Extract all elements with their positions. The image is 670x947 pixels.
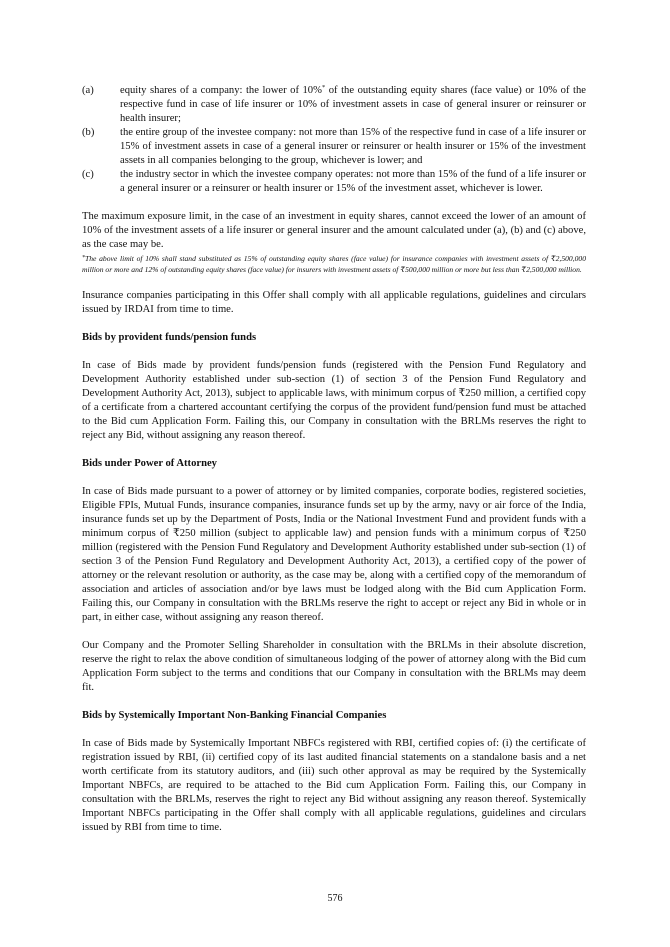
list-item-b [82,126,586,168]
section-heading-provident-funds: Bids by provident funds/pension funds [82,332,257,343]
nbfc-paragraph: In case of Bids made by Systemically Important NBFCs registered with RBI, certified copies of: (i) the certificate of registration issued by RBI, (ii) certified copy of its last audited financial statements on a standalone basis and a net worth certificate from its statutory auditors, and (iii) such other approval as may be required by the Systemically Important NBFCs, are required to be attached to the Bid cum Application Form. Failing this, our Company in consultation with the BRLMs, reserves the right to reject any Bid without assigning any reason thereof. Systemically Important NBFCs participating in the Offer shall comply with all applicable regulations, guidelines and circulars issued by RBI from time to time. [82,738,586,833]
insurance-paragraph: Insurance companies participating in this Offer shall comply with all applicable regulations, guidelines and circulars issued by IRDAI from time to time. [82,290,586,315]
list-text-part: equity shares of a company: the lower of 10% [120,85,322,96]
list-label: (c) [82,169,94,180]
footnote-reference: * [321,84,326,91]
list-item-c [82,168,586,196]
section-heading-nbfc: Bids by Systemically Important Non-Banking Financial Companies [82,710,387,721]
list-text [120,84,586,126]
list-text: the entire group of the investee company: not more than 15% of the respective fund in case of a life insurer or 15% of investment assets in case of a general insurer or reinsurer or health insurer or 15% of the investment assets in all companies belonging to the group, whichever is lower; and [120,127,586,166]
list-label: (b) [82,127,95,138]
max-exposure-paragraph: The maximum exposure limit, in the case of an investment in equity shares, cannot exceed the lower of an amount of 10% of the investment assets of a life insurer or general insurer and the amount calculated under (a), (b) and (c) above, as the case may be. [82,211,586,250]
footnote [82,253,586,275]
footnote-mark: * [82,255,85,261]
provident-funds-paragraph: In case of Bids made by provident funds/pension funds (registered with the Pension Fund Regulatory and Development Authority established under sub-section (1) of section 3 of the Pension Fund Regulatory and Development Authority Act, 2013), subject to applicable laws, with minimum corpus of ₹250 million, a certified copy of a certificate from a chartered accountant certifying the corpus of the provident fund/pension fund must be attached to the Bid cum Application Form. Failing this, our Company in consultation with the BRLMs reserves the right to reject any Bid, without assigning any reason thereof. [82,360,586,441]
list-text: the industry sector in which the investee company operates: not more than 15% of the fund of a life insurer or a general insurer or a reinsurer or health insurer or 15% of the investment asset, whichever is lower. [120,169,586,194]
page-number: 576 [327,893,343,904]
power-of-attorney-paragraph-1: In case of Bids made pursuant to a power of attorney or by limited companies, corporate bodies, registered societies, Eligible FPIs, Mutual Funds, insurance companies, insurance funds set up by the army, navy or air force of the India, insurance funds set up by the Department of Posts, India or the National Investment Fund and provident funds with a minimum corpus of ₹250 million (subject to applicable law) and pension funds with a minimum corpus of ₹250 million (registered with the Pension Fund Regulatory and Development Authority established under sub-section (1) of section 3 of the Pension Fund Regulatory and Development Authority Act, 2013), a certified copy of the power of attorney or the relevant resolution or authority, as the case may be, along with a certified copy of the memorandum of association and articles of association and/or bye laws must be lodged along with the Bid cum Application Form. Failing this, our Company in consultation with the BRLMs reserve the right to accept or reject any Bid in whole or in part, in either case, without assigning any reason thereof. [82,486,586,623]
list-item-a [82,84,586,126]
list-label: (a) [82,85,94,96]
power-of-attorney-paragraph-2: Our Company and the Promoter Selling Shareholder in consultation with the BRLMs in their absolute discretion, reserve the right to relax the above condition of simultaneous lodging of the power of attorney along with the Bid cum Application Form subject to the terms and conditions that our Company in consultation with the BRLMs may deem fit. [82,640,586,693]
document-page [82,84,586,835]
footnote-text: The above limit of 10% shall stand substituted as 15% of outstanding equity shares (face value) for insurance companies with investment assets of ₹2,500,000 million or more and 12% of outstanding equity shares (face value) for insurers with investment assets of ₹500,000 million or more but less than ₹2,500,000 million. [82,254,586,274]
list-text-part: of the outstanding equity shares (face value) or 10% of the respective fund in case of life insurer or 10% of investment assets in case of general insurer or reinsurer or health insurer; [120,85,586,124]
section-heading-power-of-attorney: Bids under Power of Attorney [82,458,217,469]
